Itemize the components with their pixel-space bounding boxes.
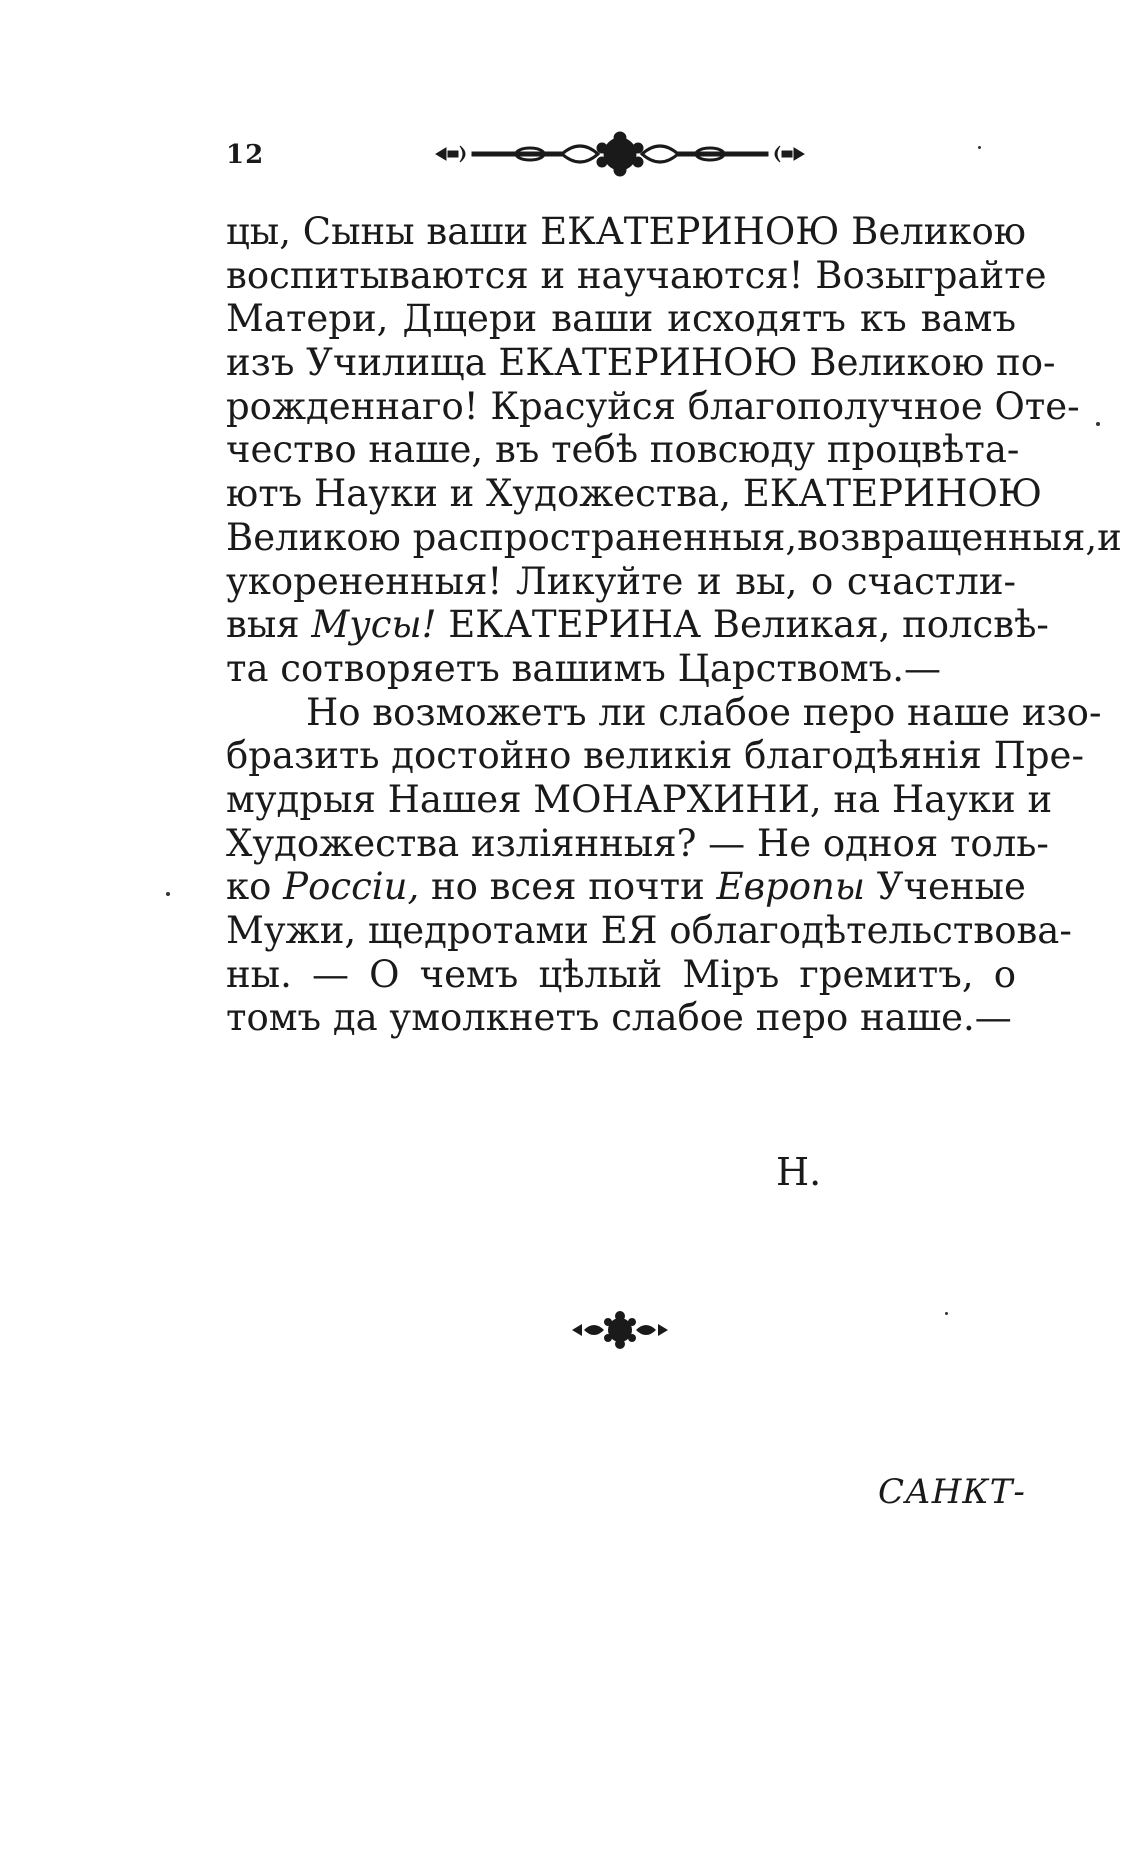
text-line bbox=[226, 865, 1026, 909]
print-speck bbox=[1096, 422, 1100, 426]
text-line: цы, Сыны ваши ЕКАТЕРИНОЮ Великою bbox=[226, 210, 1026, 253]
italic-word: Европы bbox=[716, 865, 866, 909]
print-speck bbox=[945, 1312, 948, 1315]
text-line: Матери, Дщери ваши исходятъ къ вамъ bbox=[226, 297, 1016, 341]
text-line bbox=[226, 603, 1049, 647]
text-line: бразить достойно великія благодѣянія Пре- bbox=[226, 734, 1084, 778]
text-line: укорененныя! Ликуйте и вы, о счастли- bbox=[226, 559, 1016, 603]
text-line: та сотворяетъ вашимъ Царствомъ.— bbox=[226, 646, 941, 690]
text-line: воспитываются и научаются! Возыграйте bbox=[226, 253, 1047, 297]
body-text bbox=[226, 210, 1122, 1040]
text-line: рожденнаго! Красуйся благополучное Оте- bbox=[226, 384, 1080, 428]
text-line: чество наше, въ тебѣ повсюду процвѣта- bbox=[226, 428, 1020, 472]
print-speck bbox=[978, 146, 981, 149]
text-run: но всея почти bbox=[419, 865, 717, 909]
header-ornament-icon bbox=[430, 128, 810, 180]
text-line: ютъ Науки и Художества, ЕКАТЕРИНОЮ bbox=[226, 472, 1043, 516]
text-line: Великою распространенныя,возвращенныя,и bbox=[226, 515, 1122, 559]
tailpiece-ornament-icon bbox=[570, 1308, 670, 1352]
text-run: Ученые bbox=[865, 865, 1026, 909]
text-line: Но возможетъ ли слабое перо наше изо- bbox=[306, 690, 1102, 734]
text-line: изъ Училища ЕКАТЕРИНОЮ Великою по- bbox=[226, 341, 1056, 385]
page-number: 12 bbox=[226, 140, 265, 170]
text-line: ны. — О чемъ цѣлый Міръ гремитъ, о bbox=[226, 952, 1016, 996]
signature-initial: Н. bbox=[776, 1150, 822, 1194]
text-line: томъ да умолкнетъ слабое перо наше.— bbox=[226, 996, 1012, 1040]
text-line: Художества изліянныя? — Не одноя толь- bbox=[226, 821, 1049, 865]
catchword: САНКТ- bbox=[878, 1472, 1026, 1512]
italic-word: Россіи, bbox=[283, 865, 420, 909]
print-speck bbox=[166, 892, 170, 896]
text-line: мудрыя Нашея МОНАРХИНИ, на Науки и bbox=[226, 777, 1053, 821]
text-run: ко bbox=[226, 865, 284, 909]
text-line: Мужи, щедротами ЕЯ облагодѣтельствова- bbox=[226, 909, 1072, 952]
text-run: выя bbox=[226, 603, 312, 647]
italic-word: Мусы! bbox=[311, 603, 437, 647]
text-run: ЕКАТЕРИНА Великая, полсвѣ- bbox=[436, 603, 1049, 647]
